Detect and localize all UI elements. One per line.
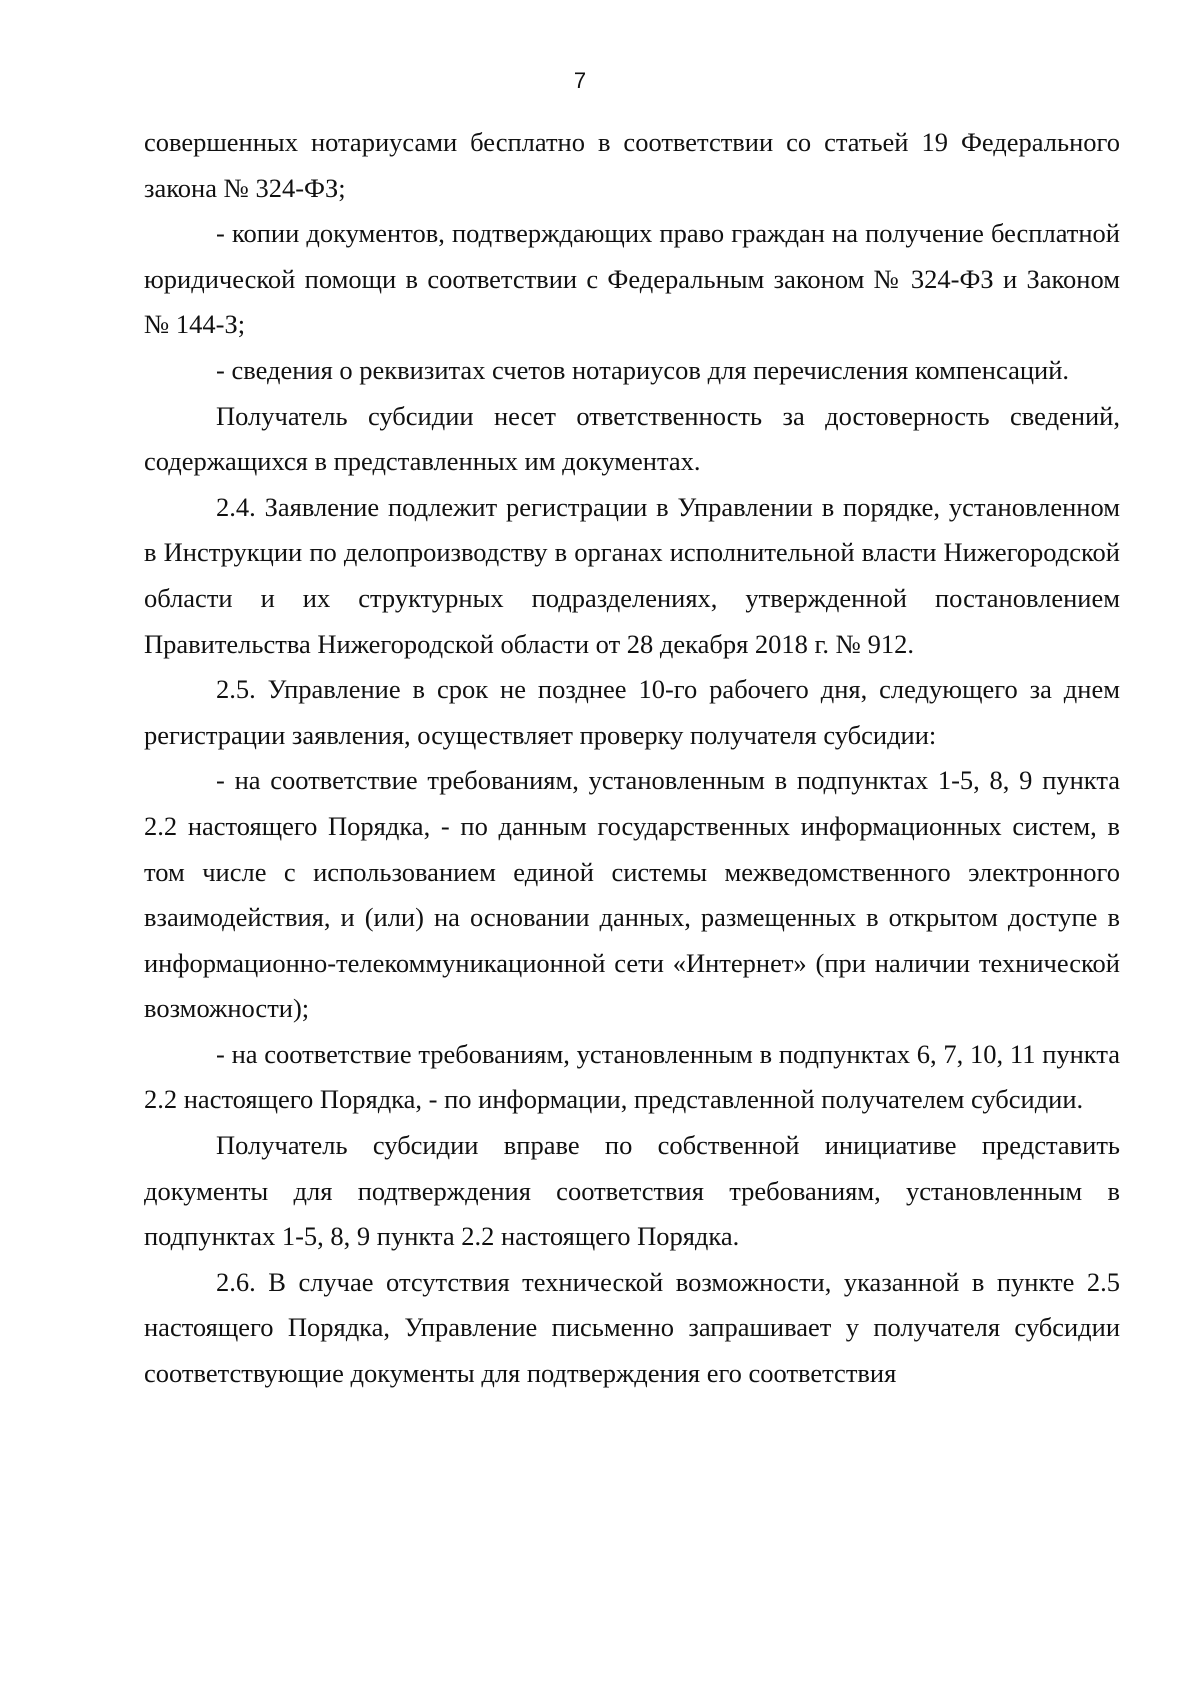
paragraph-check-recipient-info: - на соответствие требованиям, установленным в подпунктах 6, 7, 10, 11 пункта 2.2 настоящего Порядка, - по информации, представленной получателем субсидии.	[144, 1038, 1120, 1115]
paragraph-document-copies: - копии документов, подтверждающих право граждан на получение бесплатной юридической помощи в соответствии с Федеральным законом № 324-ФЗ и Законом № 144-З;	[144, 218, 1120, 340]
paragraph-own-initiative: Получатель субсидии вправе по собственной инициативе представить документы для подтверждения соответствия требованиям, установленным в подпунктах 1-5, 8, 9 пункта 2.2 настоящего Порядка.	[144, 1130, 1120, 1252]
paragraph-section-2-5: 2.5. Управление в срок не позднее 10-го рабочего дня, следующего за днем регистрации заявления, осуществляет проверку получателя субсидии:	[144, 674, 1120, 750]
page-number: 7	[573, 68, 587, 93]
paragraph-recipient-responsibility: Получатель субсидии несет ответственность за достоверность сведений, содержащихся в представленных им документах.	[144, 400, 1120, 477]
document-body	[144, 120, 1120, 1397]
paragraph-section-2-6: 2.6. В случае отсутствия технической возможности, указанной в пункте 2.5 настоящего Порядка, Управление письменно запрашивает у получателя субсидии соответствующие документы для подтверждения его соответствия	[144, 1266, 1120, 1389]
paragraph-check-state-systems: - на соответствие требованиям, установленным в подпунктах 1-5, 8, 9 пункта 2.2 настоящего Порядка, - по данным государственных информационных систем, в том числе с использованием единой системы межведомственного электронного взаимодействия, и (или) на основании данных, размещенных в открытом доступе в информационно-телекоммуникационной сети «Интернет» (при наличии технической возможности);	[144, 765, 1120, 1024]
paragraph-account-details: - сведения о реквизитах счетов нотариусов для перечисления компенсаций.	[216, 354, 1070, 385]
paragraph-section-2-4: 2.4. Заявление подлежит регистрации в Управлении в порядке, установленном в Инструкции по делопроизводству в органах исполнительной власти Нижегородской области и их структурных подразделениях, утвержденной постановлением Правительства Нижегородской области от 28 декабря 2018 г. № 912.	[144, 491, 1120, 659]
paragraph-notary-continuation: совершенных нотариусами бесплатно в соответствии со статьей 19 Федерального закона № 324-ФЗ;	[144, 127, 1120, 203]
